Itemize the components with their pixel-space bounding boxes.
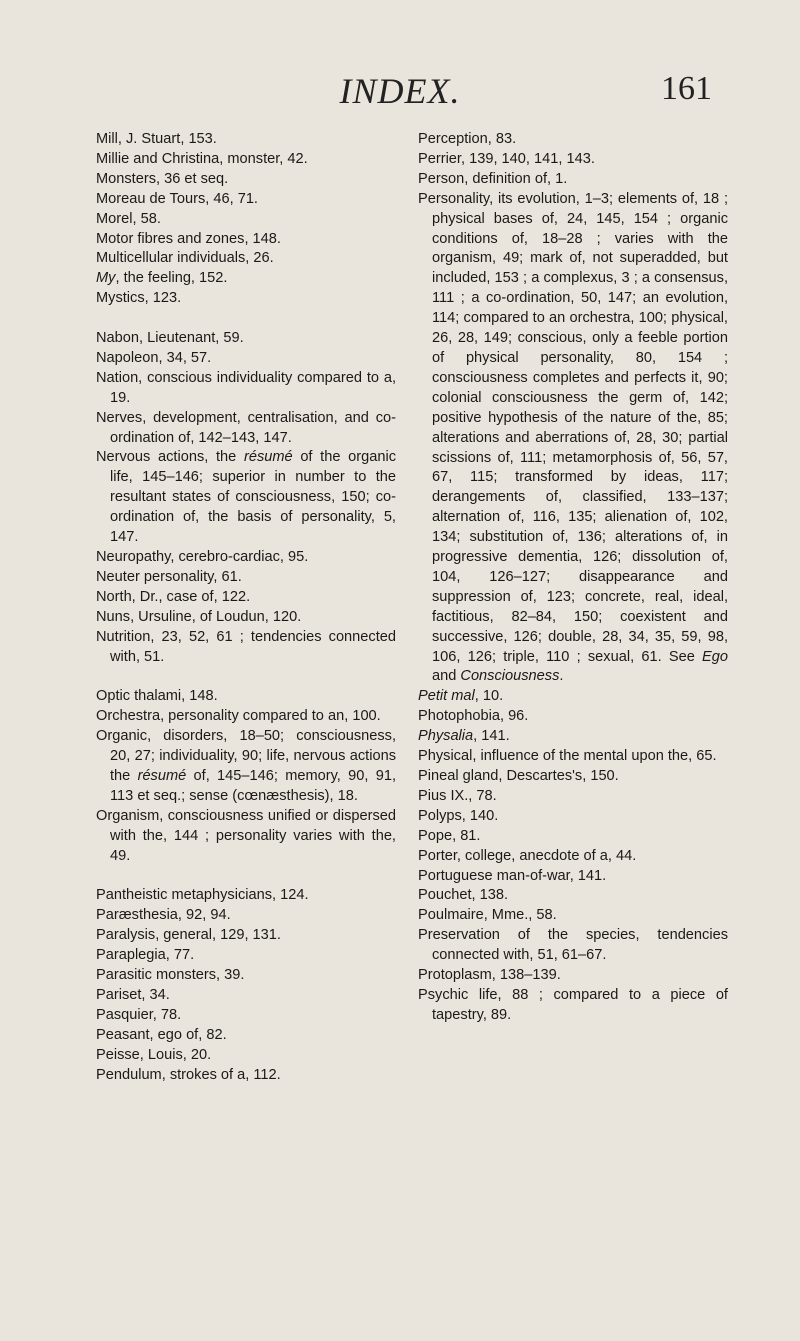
- index-entry: Perception, 83.: [418, 131, 517, 147]
- index-entry: Pariset, 34.: [96, 986, 170, 1003]
- index-entry: Mill, J. Stuart, 153.: [96, 131, 217, 147]
- index-entry: Parasitic monsters, 39.: [96, 967, 245, 984]
- index-entry: Pouchet, 138.: [418, 887, 509, 904]
- section-gap: [96, 867, 396, 887]
- index-entry: Paralysis, general, 129, 131.: [96, 927, 281, 944]
- index-entry: Pineal gland, Descartes's, 150.: [418, 768, 619, 784]
- index-entry: Pius IX., 78.: [418, 787, 497, 804]
- index-entry: Organic, disorders, 18–50; consciousness, 20, 27; individuality, 90; life, nervous actions the résumé of, 145–146; memory, 90, 91, 113 et seq.; sense (cœnæsthesis), 18.: [96, 728, 396, 804]
- index-entry: Peisse, Louis, 20.: [96, 1046, 212, 1063]
- index-entry: Nerves, development, centralisation, and co-ordination of, 142–143, 147.: [96, 409, 396, 446]
- index-entry: Napoleon, 34, 57.: [96, 349, 212, 366]
- index-entry: Paraplegia, 77.: [96, 947, 195, 964]
- index-entry: Portuguese man-of-war, 141.: [418, 867, 607, 884]
- index-entry: Psychic life, 88 ; compared to a piece of tapestry, 89.: [418, 986, 728, 1023]
- index-entry: Petit mal, 10.: [418, 688, 504, 705]
- index-entry: Protoplasm, 138–139.: [418, 967, 561, 984]
- index-entry: Motor fibres and zones, 148.: [96, 230, 281, 247]
- page-number: 161: [661, 70, 712, 107]
- index-entry: Moreau de Tours, 46, 71.: [96, 190, 258, 207]
- index-entry: Physical, influence of the mental upon the, 65.: [418, 748, 717, 765]
- index-entry: Nutrition, 23, 52, 61 ; tendencies connected with, 51.: [96, 628, 396, 665]
- index-entry: Nuns, Ursuline, of Loudun, 120.: [96, 608, 302, 625]
- page-title: INDEX.: [339, 71, 461, 111]
- index-entry: Porter, college, anecdote of a, 44.: [418, 847, 637, 864]
- index-entry: Personality, its evolution, 1–3; elements of, 18 ; physical bases of, 24, 145, 154 ; organic conditions of, 18–28 ; varies with the organism, 49; mark of, not superadded, but included, 153 ; a complexus, 3 ; a consensus, 111 ; a co-ordination, 50, 147; an evolution, 114; compared to an orchestra, 100; physical, 26, 28, 149; conscious, only a feeble portion of physical personality, 80, 154 ; consciousness completes and perfects it, 90; colonial consciousness the germ of, 142; positive hypothesis of the nature of the, 85; alterations and aberrations of, 28, 30; partial scissions of, 111; metamorphosis of, 56, 57, 67, 115; transformed by ideas, 117; derangements of, classified, 133–137; alternation of, 116, 135; alienation of, 102, 134; substitution of, 136; alterations of, in progressive dementia, 126; dissolution of, 104, 126–127; disappearance and suppression of, 123; concrete, real, ideal, factitious, 82–84, 150; coexistent and successive, 126; double, 28, 34, 35, 59, 98, 106, 126; triple, 110 ; sexual, 61. See Ego and Consciousness.: [418, 190, 728, 685]
- section-gap: [96, 667, 396, 687]
- page-header: [0, 70, 800, 118]
- index-entry: Pendulum, strokes of a, 112.: [96, 1066, 281, 1083]
- index-entry: Person, definition of, 1.: [418, 170, 568, 187]
- index-entry: Poulmaire, Mme., 58.: [418, 907, 557, 924]
- index-entry: Optic thalami, 148.: [96, 688, 218, 705]
- index-entry: Pantheistic metaphysicians, 124.: [96, 887, 309, 904]
- index-column-right: [418, 130, 728, 1026]
- index-column-left: [96, 130, 396, 1085]
- index-entry: Pope, 81.: [418, 827, 481, 844]
- index-entry: Millie and Christina, monster, 42.: [96, 150, 308, 167]
- index-entry: Nation, conscious individuality compared to a, 19.: [96, 369, 396, 406]
- index-entry: Neuropathy, cerebro-cardiac, 95.: [96, 549, 309, 566]
- index-entry: Paræsthesia, 92, 94.: [96, 907, 231, 924]
- index-entry: Orchestra, personality compared to an, 100.: [96, 708, 381, 725]
- index-entry: Pasquier, 78.: [96, 1006, 182, 1023]
- index-entry: Photophobia, 96.: [418, 708, 529, 725]
- index-entry: Organism, consciousness unified or dispersed with the, 144 ; personality varies with the, 49.: [96, 807, 396, 864]
- index-entry: Neuter personality, 61.: [96, 568, 242, 585]
- index-entry: Peasant, ego of, 82.: [96, 1026, 227, 1043]
- index-entry: Monsters, 36 et seq.: [96, 170, 229, 187]
- index-entry: Physalia, 141.: [418, 728, 510, 745]
- index-entry: Nabon, Lieutenant, 59.: [96, 330, 244, 347]
- section-gap: [96, 309, 396, 329]
- index-entry: My, the feeling, 152.: [96, 270, 228, 287]
- index-entry: Mystics, 123.: [96, 290, 182, 307]
- index-entry: North, Dr., case of, 122.: [96, 588, 251, 605]
- index-entry: Perrier, 139, 140, 141, 143.: [418, 150, 595, 167]
- index-entry: Polyps, 140.: [418, 807, 499, 824]
- index-entry: Multicellular individuals, 26.: [96, 250, 274, 267]
- index-entry: Nervous actions, the résumé of the organic life, 145–146; superior in number to the resultant states of consciousness, 150; co-ordination of, the basis of personality, 5, 147.: [96, 449, 396, 546]
- index-entry: Preservation of the species, tendencies connected with, 51, 61–67.: [418, 927, 728, 964]
- index-entry: Morel, 58.: [96, 210, 161, 227]
